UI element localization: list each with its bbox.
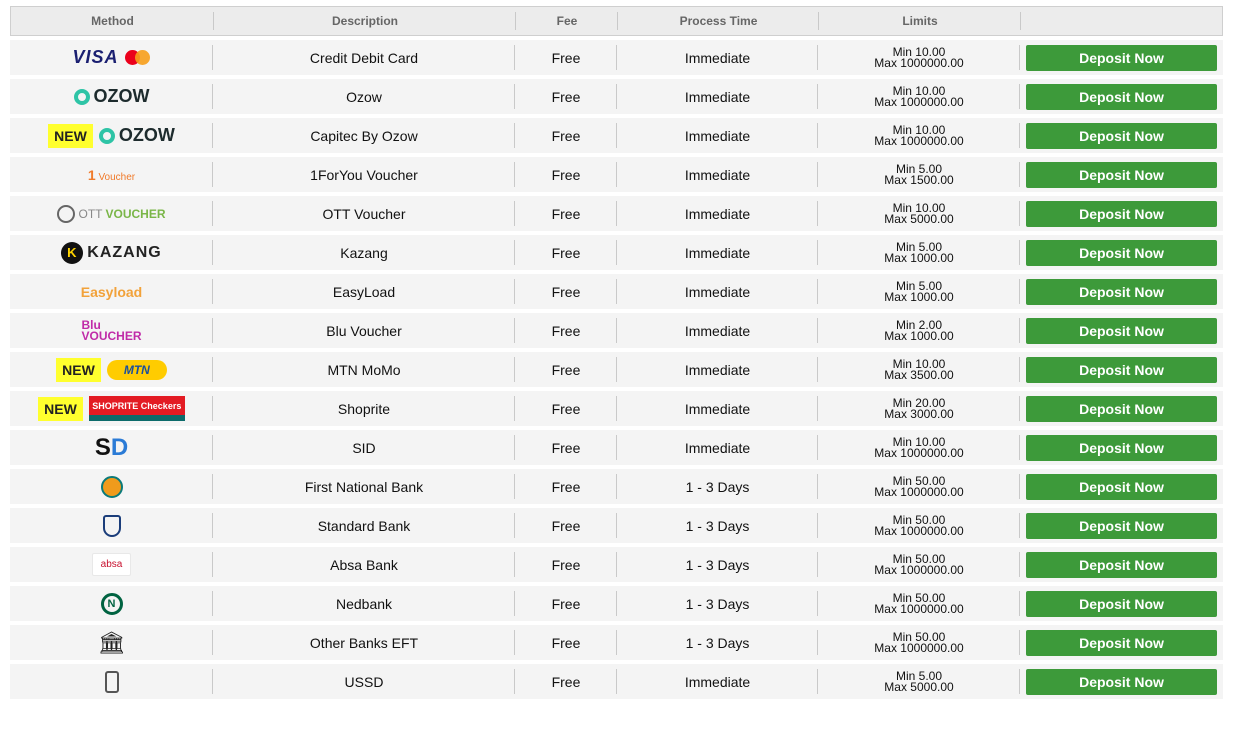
limit-max: Max 1000000.00 (874, 94, 964, 109)
method-logo (92, 553, 132, 576)
limit-min: Min 50.00 (892, 629, 946, 644)
limit-min: Min 20.00 (892, 395, 946, 410)
table-row (10, 664, 1223, 699)
limit-max: Max 1000000.00 (874, 445, 964, 460)
fee-cell: Free (515, 430, 617, 465)
process-time-cell: Immediate (617, 40, 818, 75)
process-time-cell: Immediate (617, 391, 818, 426)
table-row (10, 274, 1223, 309)
action-cell (1020, 79, 1223, 114)
action-cell (1020, 352, 1223, 387)
method-cell (10, 157, 213, 192)
limit-max: Max 1000.00 (884, 250, 954, 265)
table-header (10, 6, 1223, 36)
limit-max: Max 3000.00 (884, 406, 954, 421)
deposit-now-button[interactable]: Deposit Now (1026, 474, 1217, 500)
limit-min: Min 50.00 (892, 551, 946, 566)
deposit-now-button[interactable]: Deposit Now (1026, 669, 1217, 695)
action-cell (1020, 664, 1223, 699)
deposit-methods-table (10, 6, 1223, 703)
limits-cell (818, 79, 1020, 114)
ozow-ring-icon (74, 89, 90, 105)
limit-max: Max 1000000.00 (874, 640, 964, 655)
fee-cell: Free (515, 157, 617, 192)
description-cell: Capitec By Ozow (213, 118, 515, 153)
description-cell: Shoprite (213, 391, 515, 426)
mtn-momo-logo: MTN (107, 360, 167, 380)
process-time-cell: Immediate (617, 79, 818, 114)
description-cell: Standard Bank (213, 508, 515, 543)
table-row (10, 118, 1223, 153)
deposit-now-button[interactable]: Deposit Now (1026, 201, 1217, 227)
phone-icon (105, 671, 119, 693)
method-logo (103, 515, 121, 537)
process-time-cell: Immediate (617, 664, 818, 699)
deposit-now-button[interactable]: Deposit Now (1026, 318, 1217, 344)
fee-cell: Free (515, 547, 617, 582)
deposit-now-button[interactable]: Deposit Now (1026, 591, 1217, 617)
limits-cell (818, 664, 1020, 699)
table-row (10, 625, 1223, 660)
method-logo (81, 284, 142, 300)
description-cell: OTT Voucher (213, 196, 515, 231)
method-cell (10, 352, 213, 387)
limit-min: Min 5.00 (895, 239, 943, 254)
bank-building-icon: 🏛 (97, 629, 126, 655)
method-logo (38, 396, 185, 421)
process-time-cell: 1 - 3 Days (617, 547, 818, 582)
limit-min: Min 5.00 (895, 668, 943, 683)
ozow-logo: OZOW (99, 125, 175, 146)
method-cell (10, 79, 213, 114)
fee-cell: Free (515, 469, 617, 504)
deposit-now-button[interactable]: Deposit Now (1026, 357, 1217, 383)
header-limits: Limits (819, 7, 1021, 35)
header-description: Description (214, 7, 516, 35)
method-logo (98, 630, 126, 656)
sid-logo: SD (94, 433, 129, 461)
action-cell (1020, 118, 1223, 153)
deposit-now-button[interactable]: Deposit Now (1026, 435, 1217, 461)
limit-min: Min 5.00 (895, 161, 943, 176)
limit-min: Min 10.00 (892, 44, 946, 59)
method-cell (10, 391, 213, 426)
method-logo (101, 476, 123, 498)
action-cell (1020, 235, 1223, 270)
process-time-cell: Immediate (617, 196, 818, 231)
deposit-now-button[interactable]: Deposit Now (1026, 240, 1217, 266)
limit-min: Min 50.00 (892, 473, 946, 488)
visa-logo: VISA (72, 47, 119, 67)
action-cell (1020, 313, 1223, 348)
limits-cell (818, 625, 1020, 660)
description-cell: Blu Voucher (213, 313, 515, 348)
description-cell: EasyLoad (213, 274, 515, 309)
method-logo (88, 167, 135, 183)
process-time-cell: 1 - 3 Days (617, 469, 818, 504)
limit-min: Min 50.00 (892, 590, 946, 605)
description-cell: MTN MoMo (213, 352, 515, 387)
limit-min: Min 10.00 (892, 83, 946, 98)
limit-min: Min 10.00 (892, 434, 946, 449)
limit-max: Max 5000.00 (884, 211, 954, 226)
limits-cell (818, 40, 1020, 75)
fee-cell: Free (515, 508, 617, 543)
limit-min: Min 5.00 (895, 278, 943, 293)
fee-cell: Free (515, 274, 617, 309)
method-logo (48, 124, 175, 148)
limits-cell (818, 391, 1020, 426)
table-row (10, 196, 1223, 231)
shoprite-checkers-logo: SHOPRITE Checkers (89, 396, 185, 421)
limit-min: Min 2.00 (895, 317, 943, 332)
action-cell (1020, 430, 1223, 465)
action-cell (1020, 625, 1223, 660)
fee-cell: Free (515, 625, 617, 660)
action-cell (1020, 40, 1223, 75)
table-row (10, 313, 1223, 348)
description-cell: Absa Bank (213, 547, 515, 582)
1foryou-voucher-logo: 1 Voucher (87, 166, 136, 183)
method-cell (10, 40, 213, 75)
table-row (10, 157, 1223, 192)
blu-voucher-logo: Blu VOUCHER (81, 317, 142, 343)
limit-max: Max 1000000.00 (874, 55, 964, 70)
kazang-k-icon: K (61, 242, 83, 264)
method-logo (61, 242, 161, 264)
limit-min: Min 50.00 (892, 512, 946, 527)
method-cell (10, 547, 213, 582)
action-cell (1020, 586, 1223, 621)
limit-max: Max 1000000.00 (874, 484, 964, 499)
method-logo (81, 317, 142, 343)
fee-cell: Free (515, 352, 617, 387)
header-action (1021, 7, 1222, 35)
limit-max: Max 1500.00 (884, 172, 954, 187)
table-row (10, 40, 1223, 75)
process-time-cell: Immediate (617, 430, 818, 465)
description-cell: USSD (213, 664, 515, 699)
header-method: Method (11, 7, 214, 35)
process-time-cell: 1 - 3 Days (617, 508, 818, 543)
standard-bank-logo (103, 515, 121, 537)
method-cell (10, 469, 213, 504)
deposit-now-button[interactable]: Deposit Now (1026, 396, 1217, 422)
new-badge: NEW (48, 124, 93, 148)
table-row (10, 586, 1223, 621)
deposit-now-button[interactable]: Deposit Now (1026, 630, 1217, 656)
limits-cell (818, 235, 1020, 270)
table-row (10, 352, 1223, 387)
limits-cell (818, 430, 1020, 465)
header-fee: Fee (516, 7, 618, 35)
ott-circle-icon (57, 205, 75, 223)
limit-min: Min 10.00 (892, 200, 946, 215)
limits-cell (818, 352, 1020, 387)
method-logo (74, 86, 150, 107)
ott-voucher-logo: OTT VOUCHER (57, 205, 165, 223)
method-logo (57, 205, 165, 223)
limit-max: Max 1000000.00 (874, 562, 964, 577)
easyload-logo: Easyload (80, 283, 143, 300)
fee-cell: Free (515, 313, 617, 348)
limits-cell (818, 157, 1020, 192)
absa-logo: absa (92, 553, 132, 576)
description-cell: Nedbank (213, 586, 515, 621)
method-logo (101, 593, 123, 615)
limit-min: Min 10.00 (892, 122, 946, 137)
table-row (10, 430, 1223, 465)
deposit-now-button[interactable]: Deposit Now (1026, 123, 1217, 149)
action-cell (1020, 157, 1223, 192)
fee-cell: Free (515, 196, 617, 231)
table-row (10, 235, 1223, 270)
process-time-cell: 1 - 3 Days (617, 586, 818, 621)
method-cell (10, 313, 213, 348)
ozow-ring-icon (99, 128, 115, 144)
limit-min: Min 10.00 (892, 356, 946, 371)
table-row (10, 547, 1223, 582)
method-cell (10, 586, 213, 621)
table-row (10, 508, 1223, 543)
action-cell (1020, 391, 1223, 426)
process-time-cell: 1 - 3 Days (617, 625, 818, 660)
deposit-now-button[interactable]: Deposit Now (1026, 513, 1217, 539)
method-cell (10, 508, 213, 543)
fee-cell: Free (515, 118, 617, 153)
process-time-cell: Immediate (617, 313, 818, 348)
limits-cell (818, 196, 1020, 231)
process-time-cell: Immediate (617, 157, 818, 192)
process-time-cell: Immediate (617, 118, 818, 153)
action-cell (1020, 469, 1223, 504)
limits-cell (818, 547, 1020, 582)
nedbank-logo: N (101, 593, 123, 615)
action-cell (1020, 508, 1223, 543)
method-cell (10, 235, 213, 270)
ozow-logo: OZOW (74, 86, 150, 107)
mastercard-icon (125, 50, 151, 66)
method-logo (72, 47, 150, 68)
limits-cell (818, 313, 1020, 348)
description-cell: Credit Debit Card (213, 40, 515, 75)
fee-cell: Free (515, 391, 617, 426)
limit-max: Max 1000000.00 (874, 133, 964, 148)
description-cell: Other Banks EFT (213, 625, 515, 660)
limits-cell (818, 274, 1020, 309)
method-cell (10, 274, 213, 309)
method-logo (95, 434, 128, 462)
table-row (10, 469, 1223, 504)
limit-max: Max 1000000.00 (874, 601, 964, 616)
process-time-cell: Immediate (617, 352, 818, 387)
method-cell (10, 430, 213, 465)
deposit-now-button[interactable]: Deposit Now (1026, 84, 1217, 110)
limit-max: Max 3500.00 (884, 367, 954, 382)
method-cell (10, 625, 213, 660)
process-time-cell: Immediate (617, 235, 818, 270)
method-logo (105, 671, 119, 693)
header-process-time: Process Time (618, 7, 819, 35)
description-cell: Ozow (213, 79, 515, 114)
method-cell (10, 118, 213, 153)
method-logo (56, 358, 167, 382)
process-time-cell: Immediate (617, 274, 818, 309)
description-cell: 1ForYou Voucher (213, 157, 515, 192)
fee-cell: Free (515, 664, 617, 699)
description-cell: Kazang (213, 235, 515, 270)
limit-max: Max 1000.00 (884, 328, 954, 343)
fnb-logo (101, 476, 123, 498)
limit-max: Max 1000000.00 (874, 523, 964, 538)
table-row (10, 391, 1223, 426)
fee-cell: Free (515, 40, 617, 75)
kazang-logo: K KAZANG (61, 242, 161, 264)
action-cell (1020, 547, 1223, 582)
description-cell: First National Bank (213, 469, 515, 504)
fee-cell: Free (515, 586, 617, 621)
deposit-now-button[interactable]: Deposit Now (1026, 162, 1217, 188)
action-cell (1020, 274, 1223, 309)
limit-max: Max 5000.00 (884, 679, 954, 694)
new-badge: NEW (38, 397, 83, 421)
table-row (10, 79, 1223, 114)
method-cell (10, 196, 213, 231)
limits-cell (818, 118, 1020, 153)
limit-max: Max 1000.00 (884, 289, 954, 304)
fee-cell: Free (515, 235, 617, 270)
deposit-now-button[interactable]: Deposit Now (1026, 279, 1217, 305)
deposit-now-button[interactable]: Deposit Now (1026, 45, 1217, 71)
action-cell (1020, 196, 1223, 231)
fee-cell: Free (515, 79, 617, 114)
new-badge: NEW (56, 358, 101, 382)
limits-cell (818, 586, 1020, 621)
limits-cell (818, 508, 1020, 543)
deposit-now-button[interactable]: Deposit Now (1026, 552, 1217, 578)
method-cell (10, 664, 213, 699)
description-cell: SID (213, 430, 515, 465)
limits-cell (818, 469, 1020, 504)
